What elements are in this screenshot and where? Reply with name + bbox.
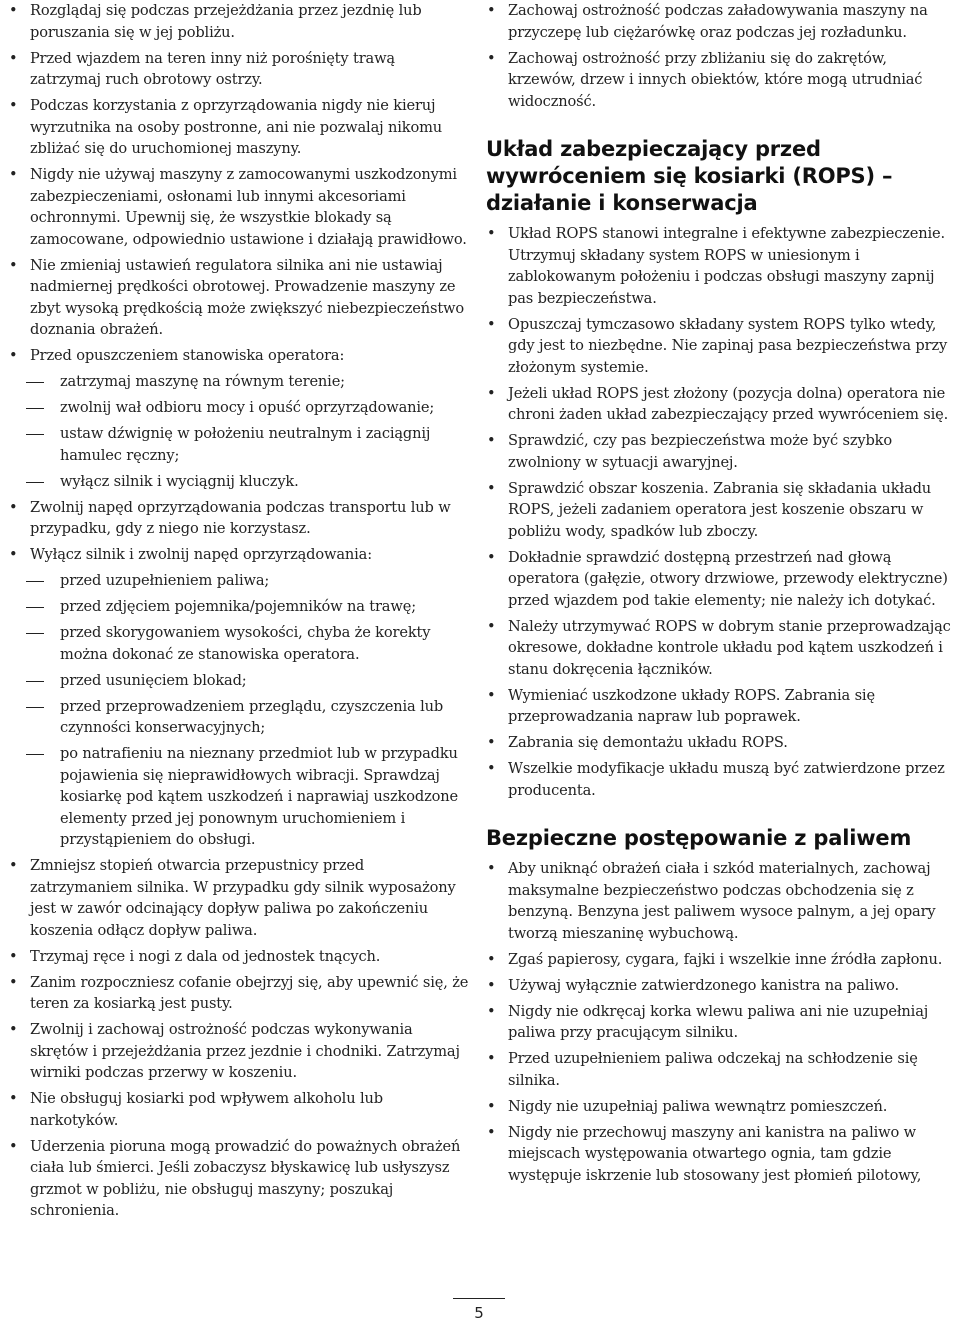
page-number: 5 — [453, 1298, 505, 1323]
list-item: • Zwolnij i zachowaj ostrożność podczas wykonywania skrętów i przejeżdżania przez jezdnie i chodniki. Zatrzymaj wirniki podczas przerwy w koszeniu. — [8, 1019, 470, 1084]
list-item: • Uderzenia pioruna mogą prowadzić do poważnych obrażeń ciała lub śmierci. Jeśli zobaczysz błyskawicę lub usłyszysz grzmot w pobliżu, nie obsługuj maszyny; poszukaj schronienia. — [8, 1136, 470, 1222]
list-item: • Zgaś papierosy, cygara, fajki i wszelkie inne źródła zapłonu. — [486, 949, 958, 971]
left-column — [8, 0, 470, 1226]
list-item: • Wszelkie modyfikacje układu muszą być zatwierdzone przez producenta. — [486, 758, 958, 801]
list-item: • Nie zmieniaj ustawień regulatora silnika ani nie ustawiaj nadmiernej prędkości obrotowej. Prowadzenie maszyny ze zbyt wysoką prędkością może zwiększyć niebezpieczeństwo doznania obrażeń. — [8, 255, 470, 341]
list-item: • Zwolnij napęd oprzyrządowania podczas transportu lub w przypadku, gdy z niego nie korzystasz. — [8, 497, 470, 540]
list-item: • Zmniejsz stopień otwarcia przepustnicy przed zatrzymaniem silnika. W przypadku gdy silnik wyposażony jest w zawór odcinający dopływ paliwa po zakończeniu koszenia odłącz dopływ paliwa. — [8, 855, 470, 941]
list-item: • Zachowaj ostrożność podczas załadowywania maszyny na przyczepę lub ciężarówkę oraz podczas jej rozładunku. — [486, 0, 958, 43]
sub-list-item: przed przeprowadzeniem przeglądu, czyszczenia lub czynności konserwacyjnych; — [8, 696, 470, 739]
list-item: • Wymieniać uszkodzone układy ROPS. Zabrania się przeprowadzania napraw lub poprawek. — [486, 685, 958, 728]
list-item: • Zabrania się demontażu układu ROPS. — [486, 732, 958, 754]
list-item: • Dokładnie sprawdzić dostępną przestrzeń nad głową operatora (gałęzie, otwory drzwiowe, przewody elektryczne) przed wjazdem pod takie elementy; nie należy ich dotykać. — [486, 547, 958, 612]
list-item: • Jeżeli układ ROPS jest złożony (pozycja dolna) operatora nie chroni żaden układ zabezpieczający przed wywróceniem się. — [486, 383, 958, 426]
fuel-heading: Bezpieczne postępowanie z paliwem — [486, 826, 912, 850]
list-item: • Zachowaj ostrożność przy zbliżaniu się do zakrętów, krzewów, drzew i innych obiektów, które mogą utrudniać widoczność. — [486, 48, 958, 113]
sub-list-item: po natrafieniu na nieznany przedmiot lub w przypadku pojawienia się nieprawidłowych wibracji. Sprawdzaj kosiarkę pod kątem uszkodzeń i naprawiaj uszkodzone elementy przed jej ponownym uruchomieniem i przystąpieniem do obsługi. — [8, 743, 470, 851]
list-item: • Sprawdzić obszar koszenia. Zabrania się składania układu ROPS, jeżeli zadaniem operatora jest koszenie obszaru w pobliżu wody, spadków lub zboczy. — [486, 478, 958, 543]
list-item: • Sprawdzić, czy pas bezpieczeństwa może być szybko zwolniony w sytuacji awaryjnej. — [486, 430, 958, 473]
list-item: • Aby uniknąć obrażeń ciała i szkód materialnych, zachowaj maksymalne bezpieczeństwo podczas obchodzenia się z benzyną. Benzyna jest paliwem wysoce palnym, a jej opary tworzą mieszaninę wybuchową. — [486, 858, 958, 944]
list-item: • Zanim rozpoczniesz cofanie obejrzyj się, aby upewnić się, że teren za kosiarką jest pusty. — [8, 972, 470, 1015]
list-item: • Opuszczaj tymczasowo składany system ROPS tylko wtedy, gdy jest to niezbędne. Nie zapinaj pasa bezpieczeństwa przy złożonym systemie. — [486, 314, 958, 379]
list-item: • Używaj wyłącznie zatwierdzonego kanistra na paliwo. — [486, 975, 958, 997]
rops-list — [486, 223, 958, 801]
sub-list-item: wyłącz silnik i wyciągnij kluczyk. — [8, 471, 470, 493]
sub-list-item: przed uzupełnieniem paliwa; — [8, 570, 470, 592]
sub-list-item: ustaw dźwignię w położeniu neutralnym i zaciągnij hamulec ręczny; — [8, 423, 470, 466]
fuel-list — [486, 858, 958, 1186]
list-item: • Nie obsługuj kosiarki pod wpływem alkoholu lub narkotyków. — [8, 1088, 470, 1131]
list-item: • Przed uzupełnieniem paliwa odczekaj na schłodzenie się silnika. — [486, 1048, 958, 1091]
list-item: • Nigdy nie używaj maszyny z zamocowanymi uszkodzonymi zabezpieczeniami, osłonami lub innymi akcesoriami ochronnymi. Upewnij się, że wszystkie blokady są zamocowane, odpowiednio ustawione i działają prawidłowo. — [8, 164, 470, 250]
list-item: • Przed wjazdem na teren inny niż porośnięty trawą zatrzymaj ruch obrotowy ostrzy. — [8, 48, 470, 91]
list-item: • Przed opuszczeniem stanowiska operatora: — [8, 345, 470, 367]
list-item: • Nigdy nie przechowuj maszyny ani kanistra na paliwo w miejscach występowania otwartego ognia, tam gdzie występuje iskrzenie lub stosowany jest płomień pilotowy, — [486, 1122, 958, 1187]
list-item: • Nigdy nie odkręcaj korka wlewu paliwa ani nie uzupełniaj paliwa przy pracującym silniku. — [486, 1001, 958, 1044]
safety-list-2 — [486, 0, 958, 112]
list-item: • Trzymaj ręce i nogi z dala od jednostek tnących. — [8, 946, 470, 968]
list-item: • Rozglądaj się podczas przejeżdżania przez jezdnię lub poruszania się w jej pobliżu. — [8, 0, 470, 43]
sub-list-item: przed usunięciem blokad; — [8, 670, 470, 692]
right-column — [486, 0, 958, 1191]
list-item: • Wyłącz silnik i zwolnij napęd oprzyrządowania: — [8, 544, 470, 566]
sub-list-item: zatrzymaj maszynę na równym terenie; — [8, 371, 470, 393]
list-item: • Podczas korzystania z oprzyrządowania nigdy nie kieruj wyrzutnika na osoby postronne, ani nie pozwalaj nikomu zbliżać się do uruchomionej maszyny. — [8, 95, 470, 160]
list-item: • Układ ROPS stanowi integralne i efektywne zabezpieczenie. Utrzymuj składany system ROPS w uniesionym i zablokowanym położeniu i podczas obsługi maszyny zapnij pas bezpieczeństwa. — [486, 223, 958, 309]
rops-heading: Układ zabezpieczający przed wywróceniem się kosiarki (ROPS) – działanie i konserwacja — [486, 137, 893, 215]
sub-list-item: przed skorygowaniem wysokości, chyba że korekty można dokonać ze stanowiska operatora. — [8, 622, 470, 665]
sub-list-item: przed zdjęciem pojemnika/pojemników na trawę; — [8, 596, 470, 618]
list-item: • Nigdy nie uzupełniaj paliwa wewnątrz pomieszczeń. — [486, 1096, 958, 1118]
list-item: • Należy utrzymywać ROPS w dobrym stanie przeprowadzając okresowe, dokładne kontrole układu pod kątem uszkodzeń i stanu dokręcenia łączników. — [486, 616, 958, 681]
sub-list-item: zwolnij wał odbioru mocy i opuść oprzyrządowanie; — [8, 397, 470, 419]
safety-list-1 — [8, 0, 470, 1222]
